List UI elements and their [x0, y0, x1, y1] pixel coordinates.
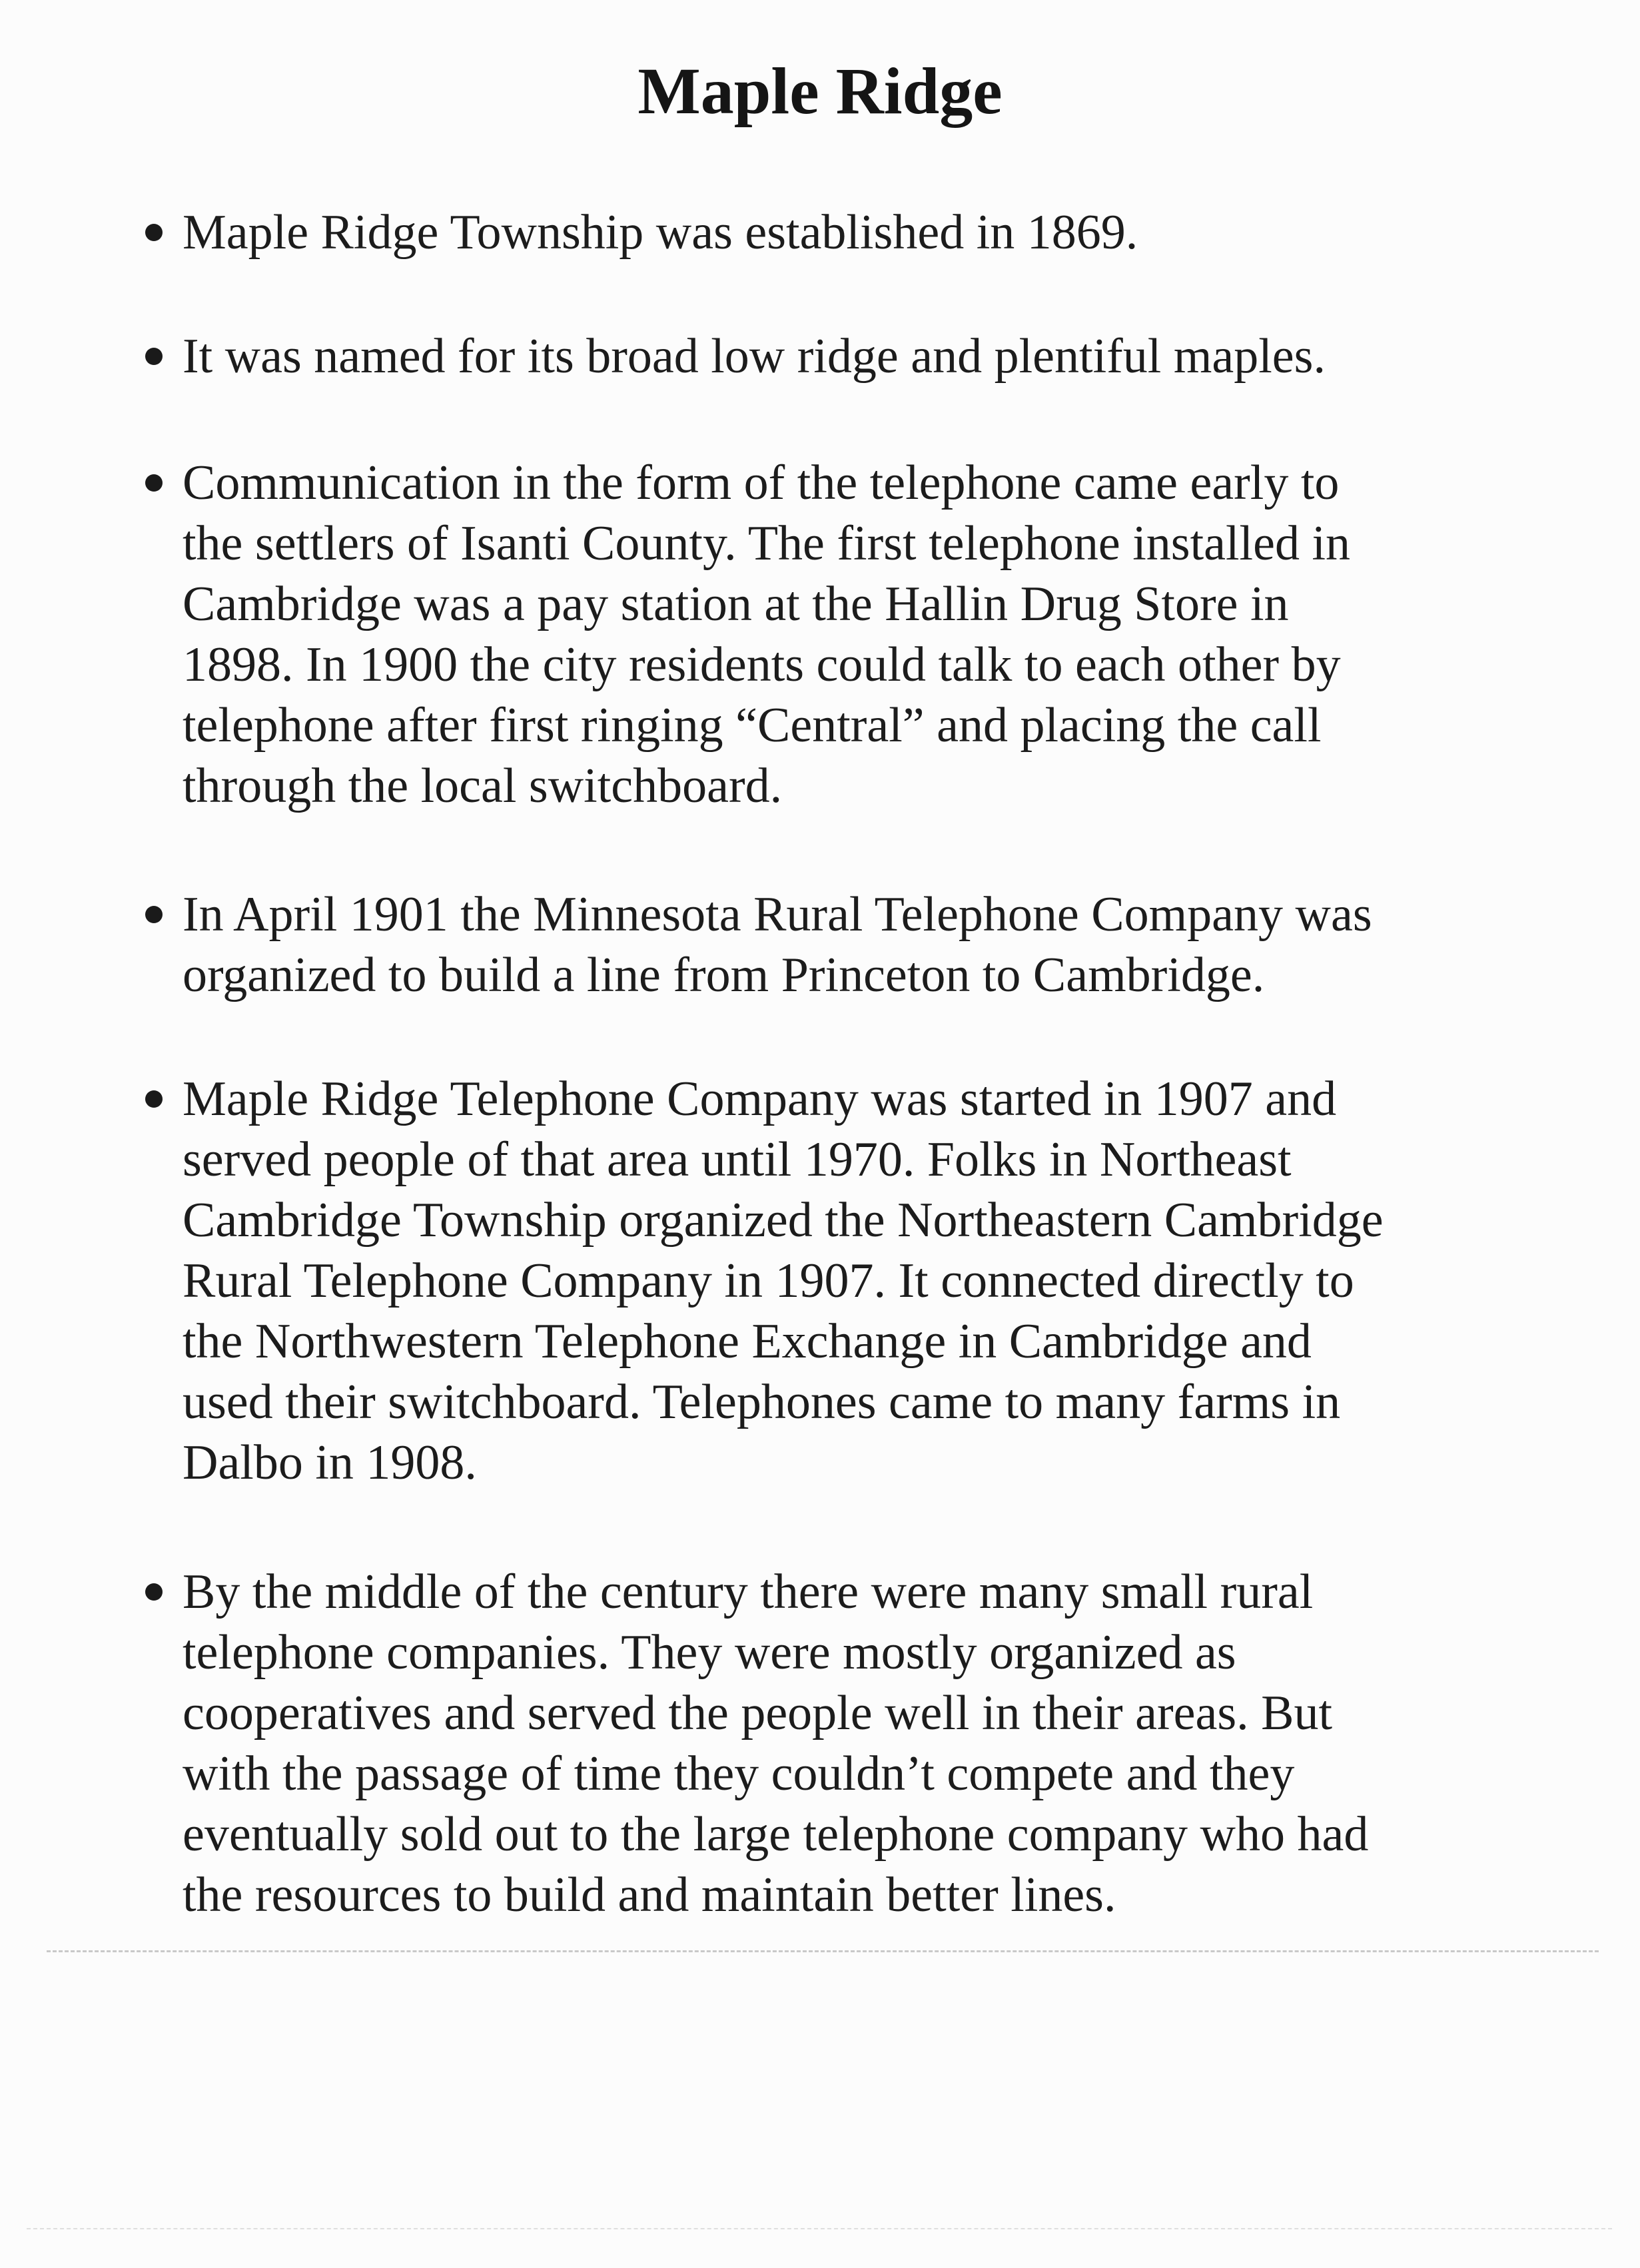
- text-line: It was named for its broad low ridge and plentiful maples.: [183, 329, 1326, 384]
- page-title: Maple Ridge: [637, 54, 1003, 128]
- bullet-text: [183, 453, 1491, 817]
- text-line: telephone companies. They were mostly organized as: [183, 1625, 1236, 1680]
- text-line: cooperatives and served the people well in their areas. But: [183, 1686, 1333, 1740]
- text-line: eventually sold out to the large telephone company who had: [183, 1807, 1369, 1862]
- text-line: In April 1901 the Minnesota Rural Telephone Company was: [183, 887, 1372, 942]
- list-item: [145, 202, 1491, 263]
- bullet-icon: [145, 474, 163, 492]
- text-line: Rural Telephone Company in 1907. It connected directly to: [183, 1254, 1354, 1308]
- bullet-icon: [145, 906, 163, 923]
- bullet-text: [183, 326, 1491, 387]
- text-line: the settlers of Isanti County. The first telephone installed in: [183, 516, 1351, 571]
- bullet-text: [183, 1562, 1491, 1926]
- text-line: with the passage of time they couldn’t compete and they: [183, 1746, 1295, 1801]
- bullet-icon: [145, 1090, 163, 1108]
- scan-divider-line: [47, 1950, 1599, 1952]
- text-line: Cambridge was a pay station at the Hallin Drug Store in: [183, 577, 1289, 631]
- text-line: the resources to build and maintain better lines.: [183, 1868, 1116, 1922]
- bullet-text: [183, 202, 1491, 263]
- bullet-icon: [145, 348, 163, 365]
- text-line: Maple Ridge Township was established in 1869.: [183, 205, 1138, 260]
- text-line: Cambridge Township organized the Northeastern Cambridge: [183, 1193, 1384, 1248]
- bullet-icon: [145, 1583, 163, 1601]
- text-line: served people of that area until 1970. Folks in Northeast: [183, 1132, 1292, 1187]
- text-line: used their switchboard. Telephones came to many farms in: [183, 1375, 1341, 1429]
- list-item: [145, 885, 1491, 1006]
- list-item: [145, 326, 1491, 387]
- list-item: [145, 1562, 1491, 1926]
- text-line: 1898. In 1900 the city residents could talk to each other by: [183, 637, 1341, 692]
- text-line: By the middle of the century there were many small rural: [183, 1565, 1314, 1619]
- text-line: organized to build a line from Princeton to Cambridge.: [183, 948, 1265, 1002]
- bullet-icon: [145, 224, 163, 241]
- text-line: Communication in the form of the telephone came early to: [183, 456, 1340, 510]
- text-line: telephone after first ringing “Central” and placing the call: [183, 698, 1322, 753]
- list-item: [145, 453, 1491, 817]
- list-item: [145, 1069, 1491, 1493]
- scan-edge-line: [27, 2228, 1612, 2229]
- text-line: the Northwestern Telephone Exchange in Cambridge and: [183, 1314, 1312, 1369]
- bullet-text: [183, 885, 1491, 1006]
- text-line: through the local switchboard.: [183, 759, 783, 813]
- bullet-text: [183, 1069, 1491, 1493]
- text-line: Dalbo in 1908.: [183, 1435, 477, 1490]
- text-line: Maple Ridge Telephone Company was started in 1907 and: [183, 1072, 1337, 1126]
